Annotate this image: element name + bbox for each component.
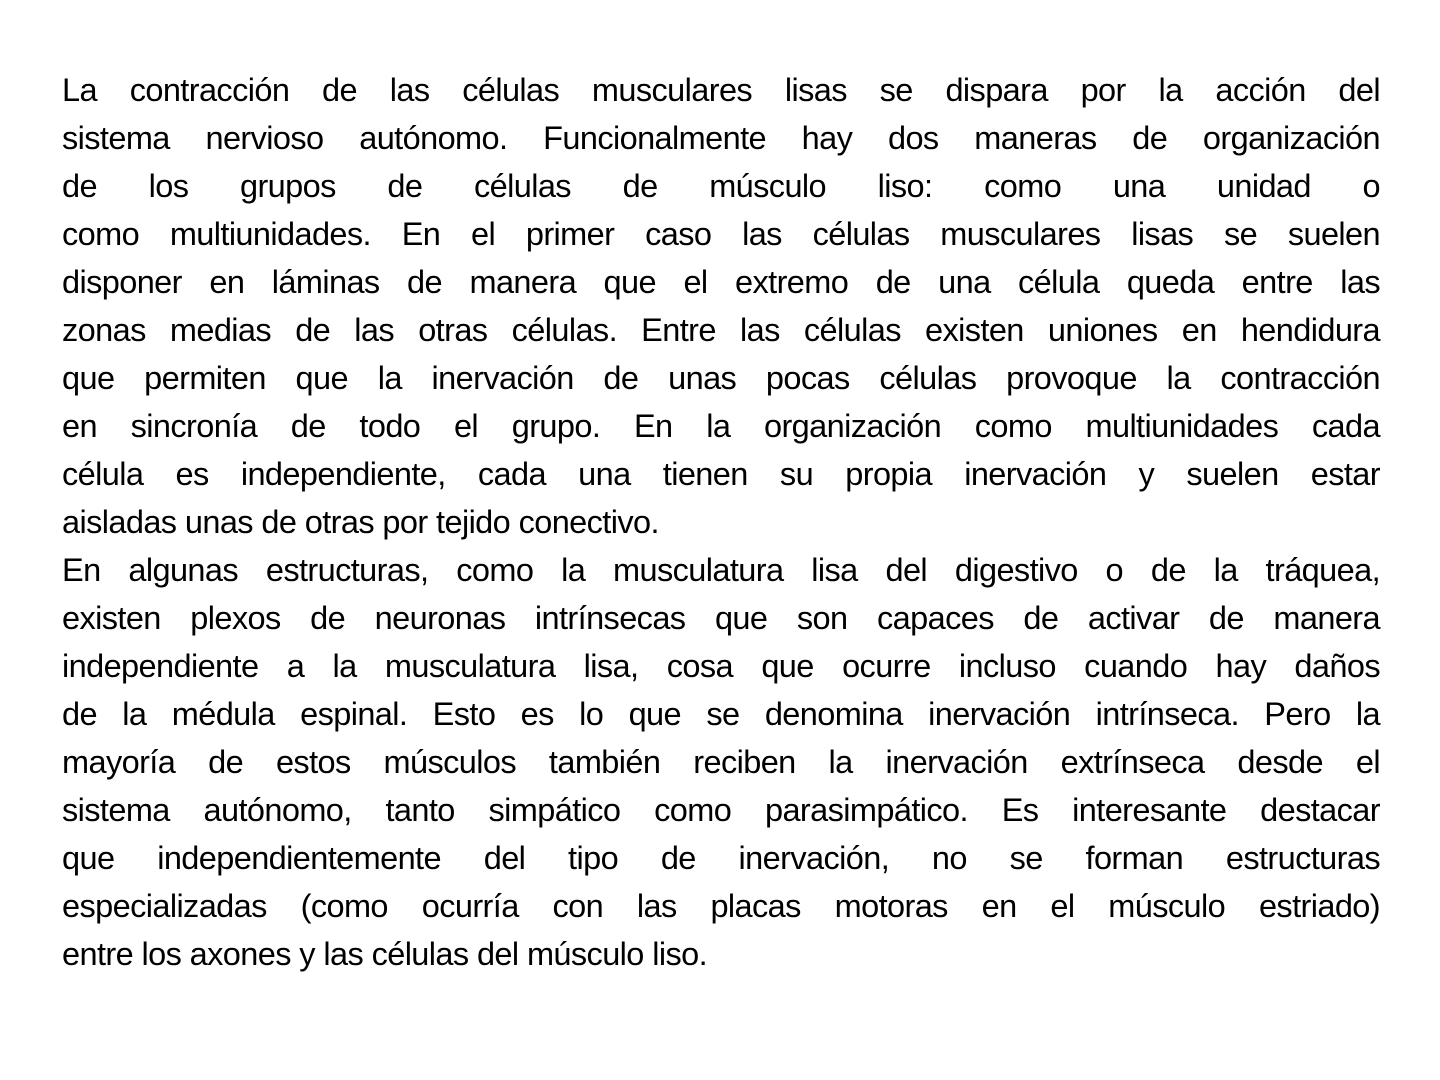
text-line: disponer en láminas de manera que el extremo de una célula queda entre las bbox=[62, 264, 1380, 300]
paragraph-1 bbox=[62, 66, 1380, 546]
text-line: aisladas unas de otras por tejido conectivo. bbox=[62, 504, 659, 540]
text-line: en sincronía de todo el grupo. En la organización como multiunidades cada bbox=[62, 408, 1380, 444]
text-line: entre los axones y las células del músculo liso. bbox=[62, 936, 708, 972]
text-line: célula es independiente, cada una tienen su propia inervación y suelen estar bbox=[62, 456, 1380, 492]
paragraph-2 bbox=[62, 546, 1380, 978]
text-line: de la médula espinal. Esto es lo que se denomina inervación intrínseca. Pero la bbox=[62, 696, 1380, 732]
text-line: En algunas estructuras, como la musculatura lisa del digestivo o de la tráquea, bbox=[62, 552, 1380, 588]
text-line: como multiunidades. En el primer caso las células musculares lisas se suelen bbox=[62, 216, 1380, 252]
text-line: independiente a la musculatura lisa, cosa que ocurre incluso cuando hay daños bbox=[62, 648, 1380, 684]
text-line: que independientemente del tipo de inervación, no se forman estructuras bbox=[62, 840, 1380, 876]
text-line: existen plexos de neuronas intrínsecas que son capaces de activar de manera bbox=[62, 600, 1380, 636]
text-line: La contracción de las células musculares lisas se dispara por la acción del bbox=[62, 72, 1380, 108]
text-line: especializadas (como ocurría con las placas motoras en el músculo estriado) bbox=[62, 888, 1380, 924]
text-line: de los grupos de células de músculo liso: como una unidad o bbox=[62, 168, 1380, 204]
text-line: zonas medias de las otras células. Entre las células existen uniones en hendidura bbox=[62, 312, 1380, 348]
document-page bbox=[62, 66, 1380, 978]
text-line: mayoría de estos músculos también reciben la inervación extrínseca desde el bbox=[62, 744, 1380, 780]
text-line: que permiten que la inervación de unas pocas células provoque la contracción bbox=[62, 360, 1380, 396]
text-line: sistema autónomo, tanto simpático como parasimpático. Es interesante destacar bbox=[62, 792, 1380, 828]
text-line: sistema nervioso autónomo. Funcionalmente hay dos maneras de organización bbox=[62, 120, 1380, 156]
